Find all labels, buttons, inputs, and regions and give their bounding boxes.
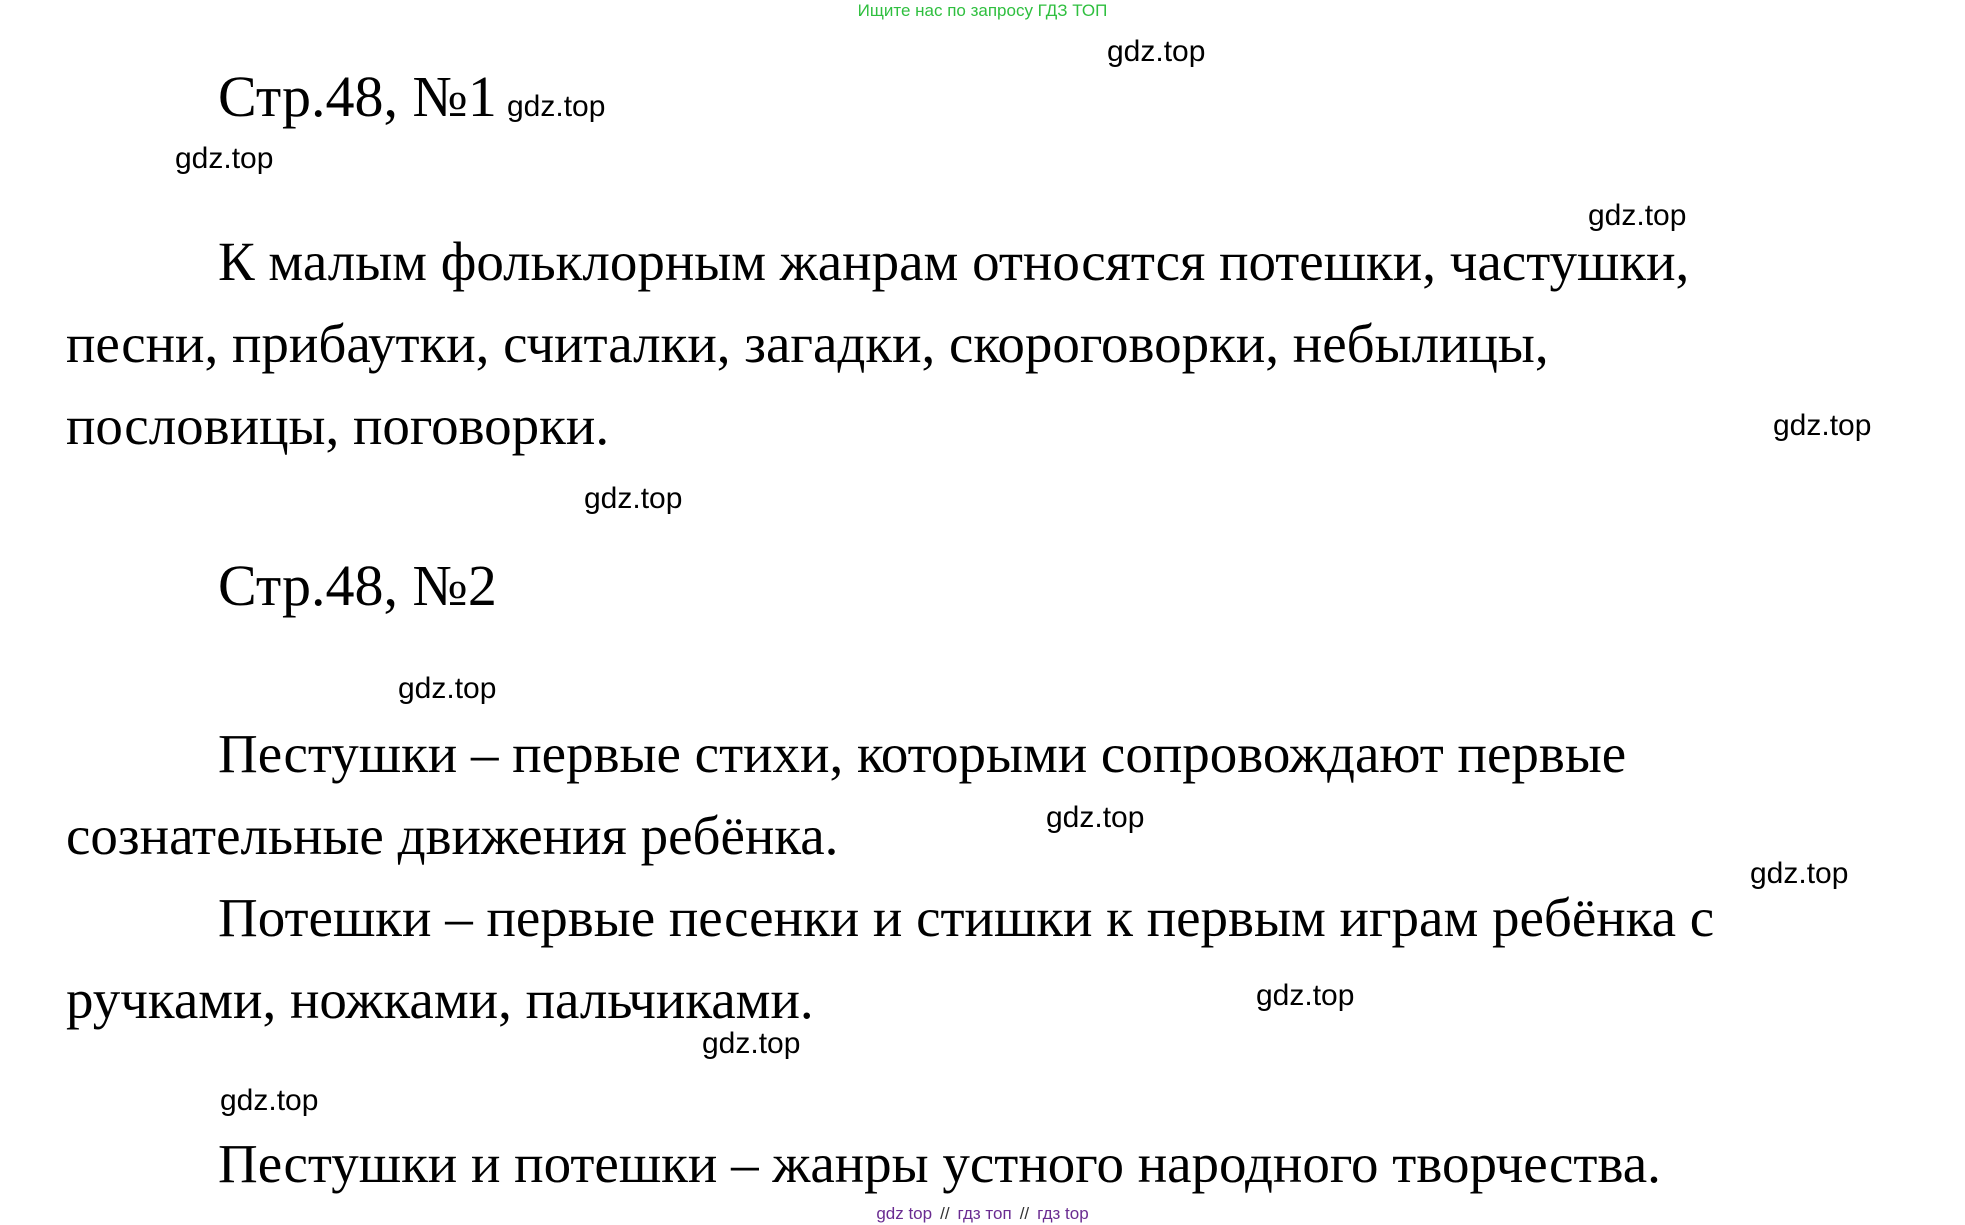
text-line: К малым фольклорным жанрам относятся потешки, частушки,	[218, 231, 1690, 292]
footer-separator: //	[940, 1204, 950, 1223]
watermark: gdz.top	[398, 672, 497, 705]
task1-heading: Стр.48, №1	[218, 64, 497, 129]
watermark: gdz.top	[584, 482, 683, 515]
text-line: Пестушки и потешки – жанры устного народного творчества.	[218, 1133, 1661, 1194]
footer-link[interactable]: gdz top	[876, 1204, 933, 1223]
footer-link[interactable]: гдз топ	[957, 1204, 1012, 1223]
task2-paragraph-3	[66, 1123, 1816, 1205]
task2-paragraph-2	[66, 877, 1816, 1041]
footer-link[interactable]: гдз top	[1037, 1204, 1089, 1223]
top-banner[interactable]: Ищите нас по запросу ГДЗ ТОП	[857, 1, 1108, 20]
watermark: gdz.top	[1588, 199, 1687, 232]
task2-paragraph-1	[66, 713, 1816, 877]
watermark: gdz.top	[1046, 801, 1145, 834]
text-line: сознательные движения ребёнка.	[66, 805, 839, 866]
watermark: gdz.top	[220, 1084, 319, 1117]
text-line: песни, прибаутки, считалки, загадки, скороговорки, небылицы,	[66, 313, 1549, 374]
task2-heading: Стр.48, №2	[218, 553, 497, 618]
watermark: gdz.top	[1107, 35, 1206, 68]
text-line: Пестушки – первые стихи, которыми сопровождают первые	[218, 723, 1627, 784]
task1-paragraph	[66, 221, 1816, 467]
footer-separator: //	[1019, 1204, 1030, 1223]
footer-links	[0, 1204, 1965, 1224]
text-line: пословицы, поговорки.	[66, 395, 610, 456]
watermark: gdz.top	[175, 142, 274, 175]
watermark: gdz.top	[1256, 979, 1355, 1012]
watermark: gdz.top	[507, 90, 606, 123]
text-line: Потешки – первые песенки и стишки к первым играм ребёнка с	[218, 887, 1715, 948]
text-line: ручками, ножками, пальчиками.	[66, 969, 814, 1030]
watermark: gdz.top	[1773, 409, 1872, 442]
watermark: gdz.top	[1750, 857, 1849, 890]
watermark: gdz.top	[702, 1027, 801, 1060]
